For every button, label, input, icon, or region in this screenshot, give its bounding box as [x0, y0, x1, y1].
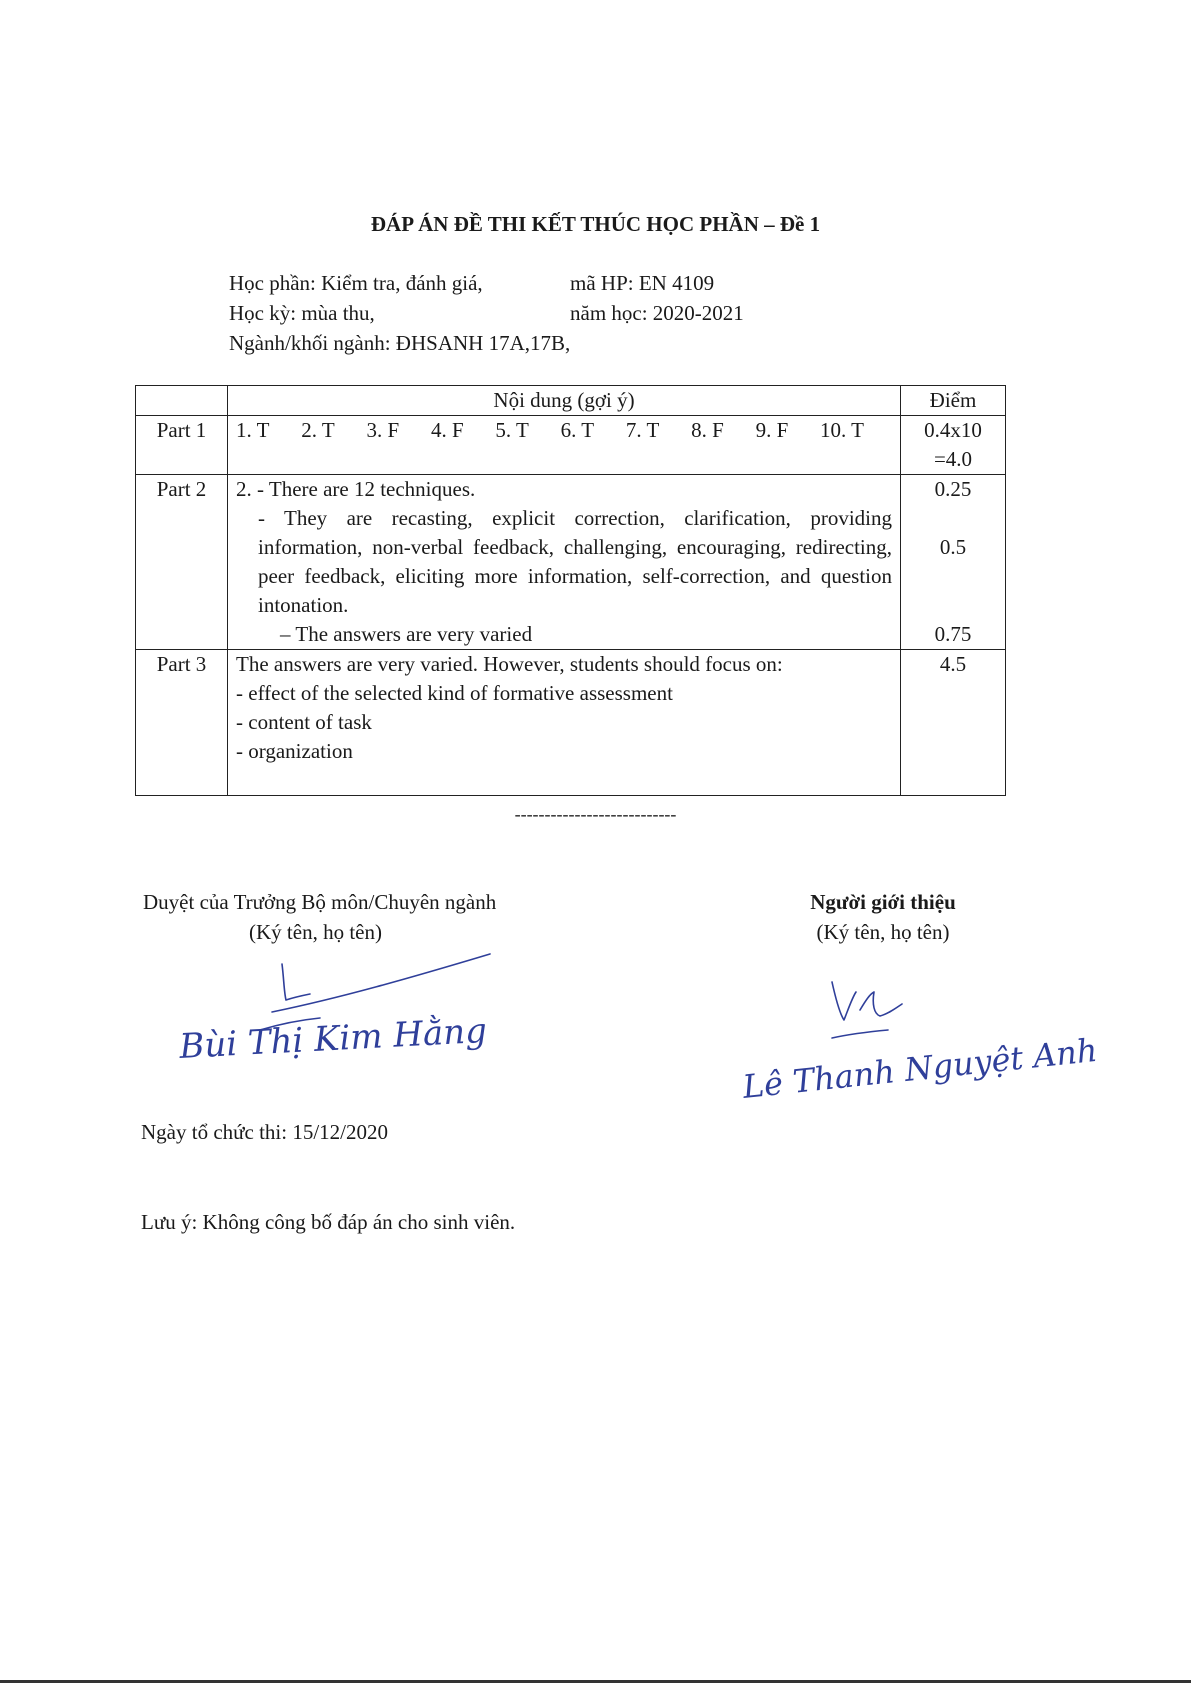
- part3-line2: - effect of the selected kind of formative assessment: [236, 681, 673, 705]
- semester-info-row: [229, 301, 744, 326]
- part3-label: Part 3: [136, 650, 228, 796]
- part2-line1: 2. - There are 12 techniques.: [236, 477, 476, 501]
- header-content: Nội dung (gợi ý): [228, 386, 901, 416]
- answer-table: [135, 385, 1006, 796]
- part2-label: Part 2: [136, 475, 228, 650]
- approver-name-script: Bùi Thị Kim Hằng: [178, 1010, 488, 1067]
- part2-score3: 0.75: [934, 622, 972, 646]
- part1-answers: [236, 416, 892, 445]
- part1-score-line2: =4.0: [933, 447, 973, 471]
- course-info-row: [229, 271, 715, 296]
- presenter-name-script: Lê Thanh Nguyệt Anh: [740, 1030, 1100, 1106]
- part3-line4: - organization: [236, 739, 353, 763]
- course-code: mã HP: EN 4109: [570, 271, 715, 295]
- major: Ngành/khối ngành: ĐHSANH 17A,17B,: [229, 331, 571, 355]
- part2-score2: 0.5: [939, 535, 967, 559]
- part3-content: [228, 650, 901, 796]
- answer-item: 6. T: [560, 418, 595, 442]
- answer-item: 9. F: [755, 418, 789, 442]
- part2-content: [228, 475, 901, 650]
- confidentiality-note: Lưu ý: Không công bố đáp án cho sinh viên.: [141, 1210, 516, 1234]
- part3-line1: The answers are very varied. However, students should focus on:: [236, 652, 783, 676]
- approver-title: Duyệt của Trưởng Bộ môn/Chuyên ngành: [143, 890, 497, 914]
- approver-signature-block: [143, 887, 496, 947]
- answer-item: 2. T: [301, 418, 335, 442]
- header-score: Điểm: [901, 386, 1006, 416]
- answer-item: 5. T: [495, 418, 529, 442]
- table-row-part3: [136, 650, 1006, 796]
- part1-score-line1: 0.4x10: [924, 418, 982, 442]
- part2-score1: 0.25: [934, 477, 972, 501]
- academic-year: năm học: 2020-2021: [570, 301, 744, 325]
- part1-content: [228, 416, 901, 475]
- table-header-row: [136, 386, 1006, 416]
- part2-score: [901, 475, 1006, 650]
- part3-score: 4.5: [901, 650, 1006, 796]
- answer-item: 4. F: [430, 418, 464, 442]
- part1-score: [901, 416, 1006, 475]
- header-empty-cell: [136, 386, 228, 416]
- answer-item: 1. T: [236, 418, 270, 442]
- part1-label: Part 1: [136, 416, 228, 475]
- answer-item: 8. F: [691, 418, 724, 442]
- presenter-title: Người giới thiệu: [810, 890, 956, 914]
- section-divider: ---------------------------: [514, 804, 677, 824]
- part3-line3: - content of task: [236, 710, 372, 734]
- answer-item: 3. F: [366, 418, 400, 442]
- presenter-sign-instruction: (Ký tên, họ tên): [816, 920, 950, 944]
- answer-item: 10. T: [820, 418, 864, 442]
- part2-line2: - They are recasting, explicit correction, clarification, providing information, non-verbal feedback, challenging, encouraging, redirecting, peer feedback, eliciting more information, self-correction, and question intonation.: [258, 506, 892, 617]
- table-row-part2: [136, 475, 1006, 650]
- course-name: Học phần: Kiểm tra, đánh giá,: [229, 271, 483, 295]
- major-info-row: [229, 331, 570, 356]
- presenter-handwritten-signature: [740, 970, 1100, 1110]
- exam-date: Ngày tổ chức thi: 15/12/2020: [141, 1120, 389, 1144]
- table-row-part1: [136, 416, 1006, 475]
- semester: Học kỳ: mùa thu,: [229, 301, 375, 325]
- document-title: ĐÁP ÁN ĐỀ THI KẾT THÚC HỌC PHẦN – Đề 1: [370, 212, 821, 236]
- answer-item: 7. T: [625, 418, 660, 442]
- part2-line3: – The answers are very varied: [280, 622, 533, 646]
- approver-sign-instruction: (Ký tên, họ tên): [249, 920, 382, 944]
- approver-handwritten-signature: [180, 950, 510, 1080]
- presenter-signature-block: [760, 887, 1006, 947]
